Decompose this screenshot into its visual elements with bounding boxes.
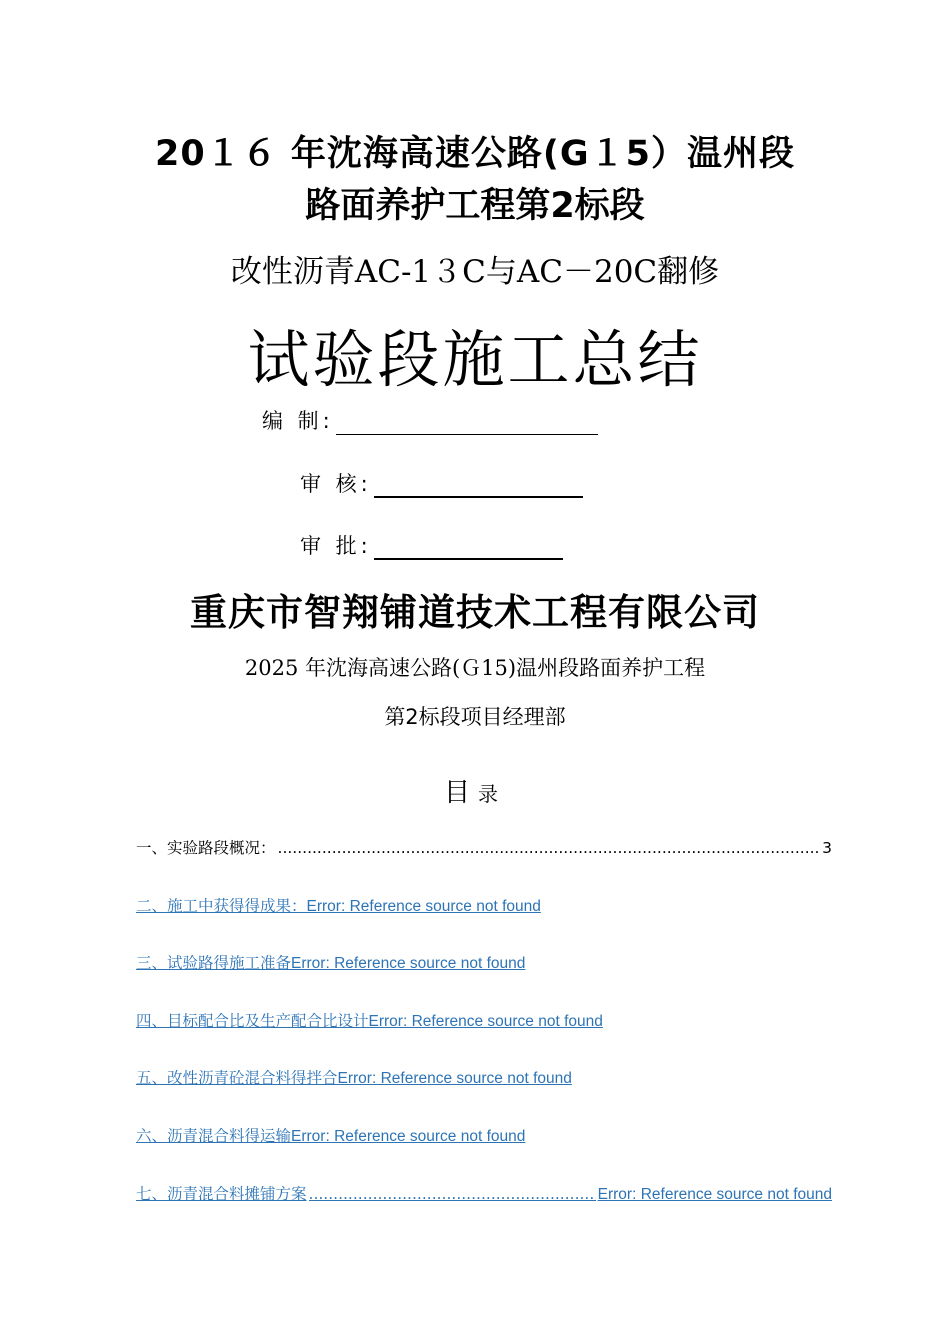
toc-item-7[interactable] — [136, 1182, 832, 1240]
toc-item-label: 五、改性沥青砼混合料得拌合 — [136, 1069, 338, 1088]
sign-prepared-label: 编 制: — [262, 409, 334, 433]
toc-item-page: Error: Reference source not found — [368, 1012, 603, 1030]
sign-review-label: 审 核: — [300, 472, 372, 496]
project-line1: 2025 年沈海高速公路(Ｇ15)温州段路面养护工程 — [244, 656, 706, 680]
sign-review-row — [300, 468, 583, 498]
toc-item-page: 3 — [822, 839, 832, 857]
toc-leader-dots — [278, 839, 821, 857]
toc-item-label: 六、沥青混合料得运输 — [136, 1126, 292, 1145]
toc-item-5[interactable] — [136, 1066, 832, 1124]
toc-item-label: 三、试验路得施工准备 — [136, 954, 292, 973]
toc-item-page: Error: Reference source not found — [337, 1070, 572, 1088]
toc-leader-dots — [309, 1185, 596, 1203]
table-of-contents — [136, 836, 832, 1239]
toc-item-page: Error: Reference source not found — [306, 897, 541, 915]
sign-prepared-row — [262, 405, 598, 435]
cover-title-line2: 路面养护工程第2标段 — [305, 186, 645, 226]
toc-title-small: 录 — [478, 782, 506, 806]
cover-subtitle: 改性沥青AC-1３C与AC－20C翻修 — [230, 254, 720, 290]
sign-approve-label: 审 批: — [300, 534, 372, 558]
toc-item-label: 四、目标配合比及生产配合比设计 — [136, 1011, 369, 1030]
cover-title-line1: 20１６ 年沈海高速公路(G１5）温州段 — [155, 134, 795, 174]
toc-title-main: 目 — [443, 778, 478, 808]
sign-review-line — [374, 474, 583, 498]
toc-title — [0, 772, 950, 809]
toc-item-3[interactable] — [136, 951, 832, 1009]
sign-approve-line — [374, 536, 563, 560]
toc-item-6[interactable] — [136, 1124, 832, 1182]
toc-item-page: Error: Reference source not found — [291, 955, 526, 973]
sign-prepared-line — [336, 412, 598, 435]
toc-item-page: Error: Reference source not found — [597, 1185, 832, 1203]
toc-item-1[interactable] — [136, 836, 832, 894]
toc-item-label: 二、施工中获得得成果： — [136, 896, 307, 915]
cover-main-title: 试验段施工总结 — [247, 323, 703, 396]
company-name: 重庆市智翔铺道技术工程有限公司 — [190, 591, 760, 634]
project-line2: 第2标段项目经理部 — [384, 705, 566, 729]
toc-item-page: Error: Reference source not found — [291, 1127, 526, 1145]
toc-item-4[interactable] — [136, 1009, 832, 1067]
toc-item-label: 一、实验路段概况： — [136, 839, 276, 857]
sign-approve-row — [300, 530, 563, 560]
toc-item-2[interactable] — [136, 894, 832, 952]
toc-item-label: 七、沥青混合料摊铺方案 — [136, 1184, 307, 1203]
